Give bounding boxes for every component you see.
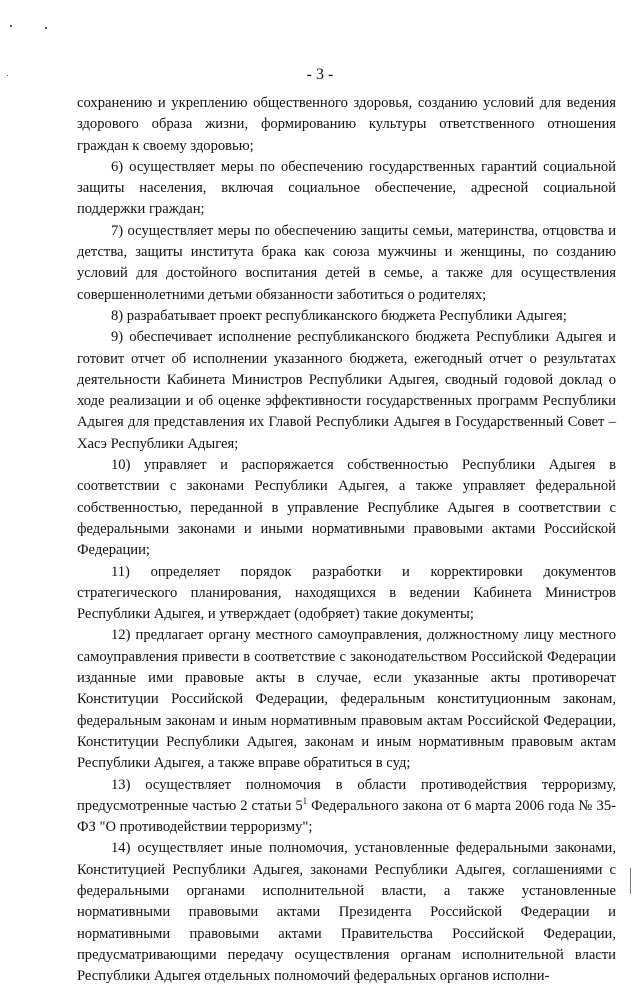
paragraph-item-13 [77,775,616,839]
paragraph-item-6: 6) осуществляет меры по обеспечению государственных гарантий социальной защиты населения, включая социальное обеспечение, адресной социальной поддержки граждан; [77,158,616,218]
superscript-article-index: 1 [302,795,308,806]
paragraph-item-7: 7) осуществляет меры по обеспечению защиты семьи, материнства, отцовства и детства, защиты института брака как союза мужчины и женщины, по созданию условий для достойного воспитания детей в семье, а также для осуществления совершеннолетними детьми обязанности заботиться о родителях; [77,222,616,303]
paragraph-item-9: 9) обеспечивает исполнение республиканского бюджета Республики Адыгея и готовит отчет об исполнении указанного бюджета, ежегодный отчет о результатах деятельности Кабинета Министров Республики Адыгея, сводный годовой доклад о ходе реализации и об оценке эффективности государственных программ Республики Адыгея для представления их Главой Республики Адыгея в Государственный Совет – Хасэ Республики Адыгея; [77,329,616,452]
paragraph-item-10: 10) управляет и распоряжается собственностью Республики Адыгея в соответствии с законами Республики Адыгея, а также управляет федеральной собственностью, переданной в управление Республике Адыгея в соответствии с федеральными законами и иными нормативными правовыми актами Российской Федерации; [77,457,616,559]
document-body [77,93,616,987]
paragraph-item-8: 8) разрабатывает проект республиканского бюджета Республики Адыгея; [111,307,567,324]
paragraph-item-13-text-end: Федерального закона от 6 марта 2006 года № 35-ФЗ "О противодействии терроризму"; [77,797,616,836]
scan-speck [10,25,12,27]
paragraph-item-14: 14) осуществляет иные полномочия, установленные федеральными законами, Конституцией Республики Адыгея, законами Республики Адыгея, соглашениями с федеральными органами исполнительной власти, а также установленные нормативными правовыми актами Президента Российской Федерации и нормативными правовыми актами Правительства Российской Федерации, предусматривающими передачу осуществления органам исполнительной власти Республики Адыгея отдельных полномочий федеральных органов исполни- [77,840,616,985]
paragraph-item-12: 12) предлагает органу местного самоуправления, должностному лицу местного самоуправления привести в соответствие с законодательством Российской Федерации изданные ими правовые акты в случае, если указанные акты противоречат Конституции Российской Федерации, федеральным конституционным законам, федеральным законам и иным нормативным правовым актам Российской Федерации, Конституции Республики Адыгея, законам и иным нормативным правовым актам Республики Адыгея, а также вправе обратиться в суд; [77,627,616,772]
paragraph-item-11: 11) определяет порядок разработки и корректировки документов стратегического планирования, находящихся в ведении Кабинета Министров Республики Адыгея, и утверждает (одобряет) такие документы; [77,563,616,623]
paragraph-item-13-text-start: 13) осуществляет полномочия в области противодействия терроризму, предусмотренные частью 2 статьи 5 [77,776,616,814]
scan-speck [45,27,47,29]
page-number: - 3 - [306,66,334,83]
margin-scan-mark [630,868,631,894]
paragraph-continuation: сохранению и укреплению общественного здоровья, созданию условий для ведения здорового образа жизни, формированию культуры ответственного отношения граждан к своему здоровью; [77,95,616,154]
